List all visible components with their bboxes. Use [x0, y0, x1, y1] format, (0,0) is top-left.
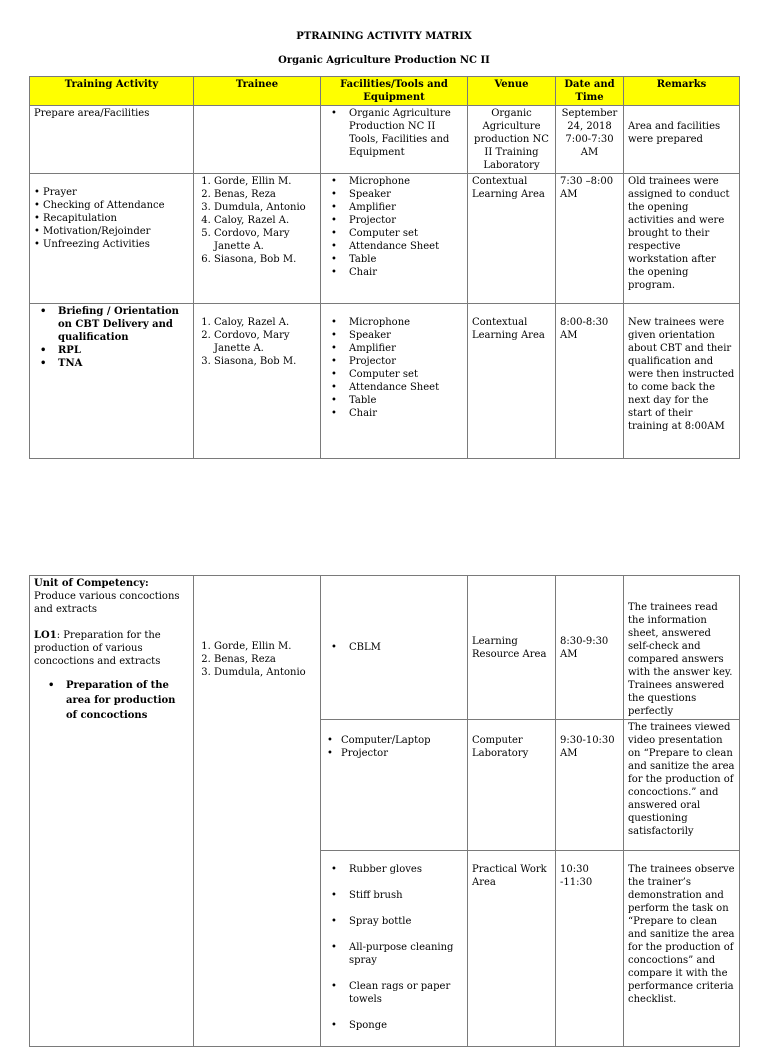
- trainee-item: 1. Gorde, Ellin M.: [214, 640, 316, 653]
- document-subtitle: Organic Agriculture Production NC II: [278, 55, 490, 66]
- remarks-cell: [624, 576, 740, 720]
- date-cell: [556, 174, 624, 304]
- remarks-text: New trainees were given orientation about CBT and their qualification and were then instructed to come back the next day for the start of their training at 8:00AM: [628, 317, 735, 432]
- venue-cell: [468, 720, 556, 851]
- facility-item: • Organic Agriculture Production NC II Tools, Facilities and Equipment: [325, 107, 463, 159]
- facility-item: • Amplifier: [325, 342, 463, 355]
- trainee-cell: [194, 174, 321, 304]
- facility-item: • Stiff brush: [325, 889, 463, 902]
- header-remarks: Remarks: [624, 77, 740, 106]
- trainee-item: 6. Siasona, Bob M.: [214, 253, 316, 266]
- facility-item: • Computer set: [325, 227, 463, 240]
- activity-text: Prepare area/Facilities: [34, 108, 150, 119]
- facility-item: • Projector: [325, 355, 463, 368]
- facility-item: • Computer/Laptop: [327, 734, 463, 747]
- facility-item: • Attendance Sheet: [325, 381, 463, 394]
- activity-item: • Checking of Attendance: [34, 199, 189, 212]
- lo-text: : Preparation for the production of various concoctions and extracts: [34, 630, 161, 667]
- remarks-text: Old trainees were assigned to conduct the opening activities and were brought to their respective workstation after the opening program.: [628, 176, 730, 291]
- facility-item: • Sponge: [325, 1019, 463, 1032]
- date-text: September 24, 2018 7:00-7:30 AM: [561, 108, 618, 158]
- trainee-cell: [194, 576, 321, 1047]
- date-cell: [556, 576, 624, 720]
- uc-text: Produce various concoctions and extracts: [34, 591, 180, 615]
- document-title: PTRAINING ACTIVITY MATRIX: [296, 31, 472, 42]
- facility-item: • Projector: [325, 214, 463, 227]
- lo-item: • Preparation of the area for production of concoctions: [42, 678, 189, 723]
- facilities-cell: [321, 304, 468, 459]
- date-cell: [556, 720, 624, 851]
- training-matrix-table: [29, 76, 740, 459]
- date-text: 10:30 -11:30: [560, 864, 593, 888]
- remarks-text: The trainees observe the trainer’s demonstration and perform the task on “Prepare to clean and sanitize the area for the production of concoctions” and compare it with the performance criteria checklist.: [628, 864, 735, 1005]
- remarks-text: The trainees read the information sheet, answered self-check and compared answers with the answer key. Trainees answered the questions perfectly: [628, 602, 733, 717]
- venue-cell: [468, 106, 556, 174]
- facility-item: • Table: [325, 394, 463, 407]
- trainee-item: 3. Dumdula, Antonio: [214, 666, 316, 679]
- venue-text: Contextual Learning Area: [472, 317, 545, 341]
- header-facilities: Facilities/Tools and Equipment: [321, 77, 468, 106]
- venue-cell: [468, 576, 556, 720]
- venue-text: Organic Agriculture production NC II Training Laboratory: [474, 108, 549, 171]
- date-text: 8:00-8:30 AM: [560, 317, 609, 341]
- remarks-cell: [624, 304, 740, 459]
- remarks-cell: [624, 720, 740, 851]
- facility-item: • Clean rags or paper towels: [325, 980, 463, 1006]
- trainee-item: 2. Cordovo, Mary Janette A.: [214, 329, 316, 355]
- header-trainee: Trainee: [194, 77, 321, 106]
- date-cell: [556, 304, 624, 459]
- facilities-cell: [321, 851, 468, 1047]
- date-cell: [556, 851, 624, 1047]
- date-text: 9:30-10:30 AM: [560, 735, 615, 759]
- facility-item: • Table: [325, 253, 463, 266]
- activity-item: • Recapitulation: [34, 212, 189, 225]
- trainee-cell: [194, 304, 321, 459]
- lo-label: LO1: [34, 630, 57, 641]
- header-row: [30, 77, 740, 106]
- facility-item: • Microphone: [325, 175, 463, 188]
- remarks-cell: [624, 106, 740, 174]
- venue-text: Computer Laboratory: [472, 735, 529, 759]
- activity-item: • Prayer: [34, 186, 189, 199]
- header-training-activity: Training Activity: [30, 77, 194, 106]
- facility-item: • Projector: [327, 747, 463, 760]
- facility-item: • CBLM: [325, 641, 463, 654]
- table-row: [30, 174, 740, 304]
- remarks-cell: [624, 174, 740, 304]
- table-row: [30, 106, 740, 174]
- venue-cell: [468, 304, 556, 459]
- facility-item: • Speaker: [325, 188, 463, 201]
- table-row: [30, 304, 740, 459]
- trainee-item: 2. Benas, Reza: [214, 188, 316, 201]
- venue-text: Practical Work Area: [472, 864, 547, 888]
- activity-item: • RPL: [34, 344, 189, 357]
- facility-item: • Attendance Sheet: [325, 240, 463, 253]
- uc-label: Unit of Competency:: [34, 578, 149, 589]
- facility-item: • Computer set: [325, 368, 463, 381]
- facility-item: • Spray bottle: [325, 915, 463, 928]
- activity-cell: [30, 174, 194, 304]
- date-text: 8:30-9:30 AM: [560, 635, 609, 660]
- trainee-item: 4. Caloy, Razel A.: [214, 214, 316, 227]
- trainee-item: 3. Siasona, Bob M.: [214, 355, 316, 368]
- date-cell: [556, 106, 624, 174]
- trainee-cell: [194, 106, 321, 174]
- remarks-text: Area and facilities were prepared: [628, 121, 721, 145]
- facilities-cell: [321, 106, 468, 174]
- facility-item: • Rubber gloves: [325, 863, 463, 876]
- activity-cell: [30, 304, 194, 459]
- table-row: [30, 576, 740, 720]
- venue-text: Learning Resource Area: [472, 635, 547, 660]
- trainee-item: 5. Cordovo, Mary Janette A.: [214, 227, 316, 253]
- competency-cell: [30, 576, 194, 1047]
- facility-item: • Speaker: [325, 329, 463, 342]
- remarks-text: The trainees viewed video presentation on “Prepare to clean and sanitize the area for the production of concoctions.” and answered oral questioning satisfactorily: [628, 722, 735, 837]
- header-date-time: Date and Time: [556, 77, 624, 106]
- activity-item: • Briefing / Orientation on CBT Delivery and qualification: [34, 305, 189, 344]
- venue-text: Contextual Learning Area: [472, 176, 545, 200]
- facilities-cell: [321, 576, 468, 720]
- trainee-item: 1. Gorde, Ellin M.: [214, 175, 316, 188]
- facility-item: • Chair: [325, 266, 463, 279]
- activity-item: • Unfreezing Activities: [34, 238, 189, 251]
- activity-cell: [30, 106, 194, 174]
- trainee-item: 1. Caloy, Razel A.: [214, 316, 316, 329]
- trainee-item: 2. Benas, Reza: [214, 653, 316, 666]
- remarks-cell: [624, 851, 740, 1047]
- facilities-cell: [321, 174, 468, 304]
- facility-item: • Microphone: [325, 316, 463, 329]
- activity-item: • Motivation/Rejoinder: [34, 225, 189, 238]
- facility-item: • All-purpose cleaning spray: [325, 941, 463, 967]
- facilities-cell: [321, 720, 468, 851]
- facility-item: • Chair: [325, 407, 463, 420]
- date-text: 7:30 –8:00 AM: [560, 176, 614, 200]
- venue-cell: [468, 174, 556, 304]
- trainee-item: 3. Dumdula, Antonio: [214, 201, 316, 214]
- header-venue: Venue: [468, 77, 556, 106]
- competency-table: [29, 575, 740, 1047]
- activity-item: • TNA: [34, 357, 189, 370]
- facility-item: • Amplifier: [325, 201, 463, 214]
- venue-cell: [468, 851, 556, 1047]
